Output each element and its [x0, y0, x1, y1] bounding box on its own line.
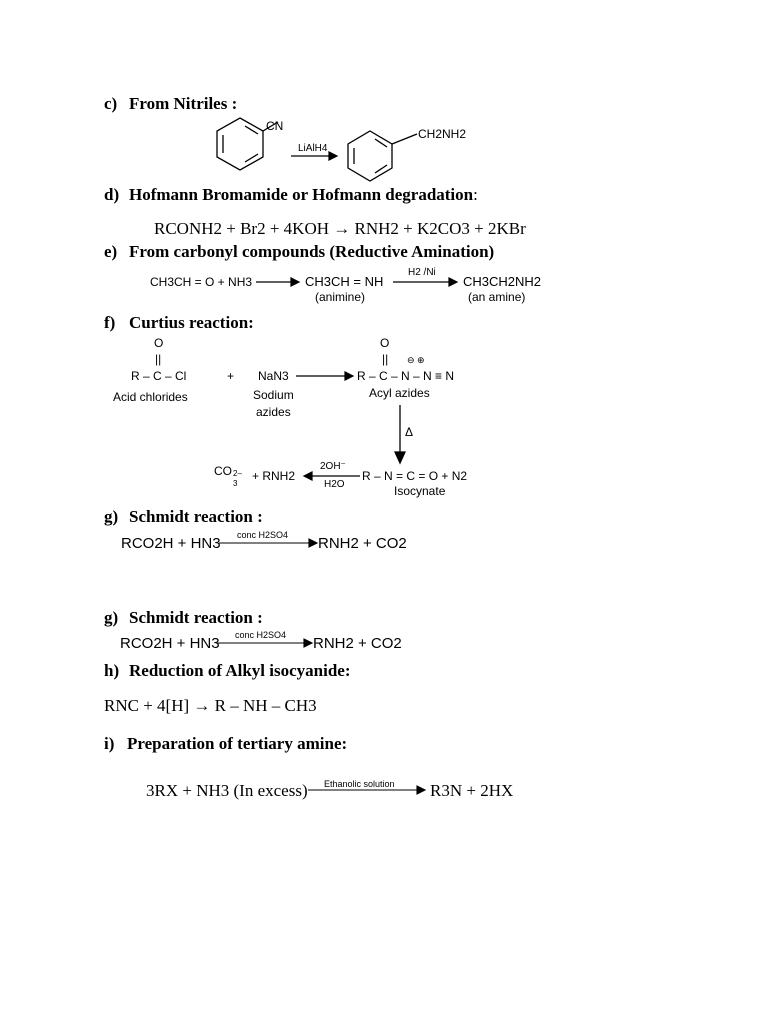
- arrow-schmidt-1: [219, 539, 317, 547]
- curtius-charges: ⊖ ⊕: [407, 355, 425, 365]
- schmidt1-reactants: RCO2H + HN3: [121, 535, 221, 552]
- section-f-title: Curtius reaction:: [129, 313, 254, 332]
- reagent-h2o: H2O: [324, 479, 345, 490]
- reagent-lialh4: LiAlH4: [298, 143, 328, 154]
- section-c-label: c): [104, 94, 118, 113]
- schmidt2-products: RNH2 + CO2: [313, 635, 402, 652]
- arrow-curtius-1: [296, 372, 353, 380]
- amination-product: CH3CH2NH2: [463, 274, 542, 289]
- curtius-double-bond1: ||: [155, 352, 162, 366]
- amination-product-label: (an amine): [468, 290, 526, 304]
- curtius-carbonyl-o1: O: [154, 336, 164, 350]
- tertiary-products: R3N + 2HX: [430, 781, 514, 800]
- label-acid-chlorides: Acid chlorides: [113, 390, 188, 404]
- section-i-title: Preparation of tertiary amine:: [127, 734, 348, 753]
- curtius-rnh2: + RNH2: [252, 469, 296, 483]
- section-c-title: From Nitriles :: [129, 94, 238, 113]
- amine-ch2nh2-group: CH2NH2: [418, 127, 467, 141]
- isocyanide-equation: RNC + 4[H] → R – NH – CH3: [104, 696, 317, 715]
- amination-imine-label: (animine): [315, 290, 366, 304]
- section-e-label: e): [104, 242, 118, 261]
- heat-symbol: Δ: [405, 425, 414, 439]
- arrow-amination-1: [256, 278, 299, 286]
- curtius-sodium-azide: NaN3: [258, 369, 289, 383]
- section-d-label: d): [104, 185, 120, 204]
- section-h-label: h): [104, 661, 120, 680]
- curtius-carbonyl-o2: O: [380, 336, 390, 350]
- curtius-acyl-azide: R – C – N – N ≡ N: [357, 369, 455, 383]
- schmidt2-reactants: RCO2H + HN3: [120, 635, 220, 652]
- section-i-label: i): [104, 734, 115, 753]
- curtius-plus: +: [227, 369, 235, 383]
- schmidt1-condition: conc H2SO4: [237, 530, 289, 540]
- schmidt1-products: RNH2 + CO2: [318, 535, 407, 552]
- arrow-curtius-down: [395, 405, 405, 463]
- section-g1-title: Schmidt reaction :: [129, 507, 263, 526]
- section-d-title: Hofmann Bromamide or Hofmann degradation:: [129, 185, 478, 204]
- curtius-isocyanate: R – N = C = O + N2: [362, 469, 468, 483]
- reagent-h2-ni: H2 /Ni: [408, 267, 436, 278]
- section-e-title: From carbonyl compounds (Reductive Amination): [129, 242, 495, 261]
- amination-imine: CH3CH = NH: [305, 274, 384, 289]
- curtius-carbonate: CO 2– 3: [214, 464, 242, 488]
- section-h-title: Reduction of Alkyl isocyanide:: [129, 661, 351, 680]
- section-g1-label: g): [104, 507, 119, 526]
- benzene-ring-amine: [348, 131, 417, 181]
- tertiary-reactants: 3RX + NH3 (In excess): [146, 781, 308, 800]
- label-sodium: Sodium: [253, 388, 294, 402]
- hofmann-equation: RCONH2 + Br2 + 4KOH → RNH2 + K2CO3 + 2KBr: [154, 219, 526, 238]
- schmidt2-condition: conc H2SO4: [235, 630, 287, 640]
- label-azides: azides: [256, 405, 291, 419]
- label-acyl-azides: Acyl azides: [369, 386, 430, 400]
- arrow-schmidt-2: [216, 639, 312, 647]
- tertiary-condition: Ethanolic solution: [324, 779, 395, 789]
- amination-reactant: CH3CH = O + NH3: [150, 275, 253, 289]
- curtius-double-bond2: ||: [382, 352, 389, 366]
- curtius-acid-chloride: R – C – Cl: [131, 369, 187, 383]
- reagent-2oh: 2OH⁻: [320, 461, 346, 472]
- section-g2-title: Schmidt reaction :: [129, 608, 263, 627]
- arrow-amination-2: [393, 278, 457, 286]
- label-isocynate: Isocynate: [394, 484, 446, 498]
- section-f-label: f): [104, 313, 116, 332]
- nitrile-cn-group: CN: [266, 119, 284, 133]
- section-g2-label: g): [104, 608, 119, 627]
